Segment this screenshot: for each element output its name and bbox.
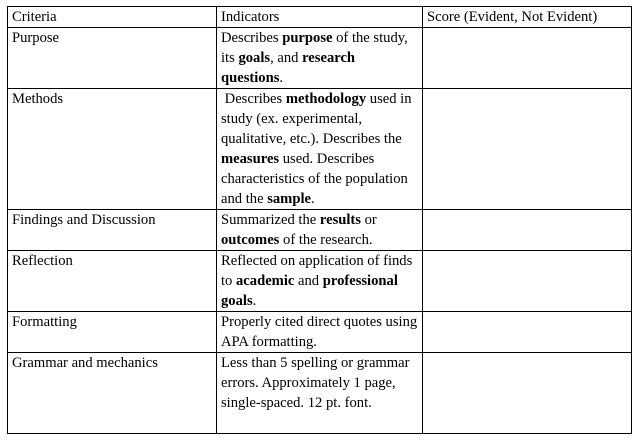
- table-row-grammar: [8, 353, 632, 434]
- header-row: [8, 7, 632, 28]
- score-cell: [423, 312, 632, 353]
- table-row-methods: [8, 89, 632, 210]
- header-criteria: Criteria: [8, 7, 217, 28]
- criteria-cell: Formatting: [8, 312, 217, 353]
- table-row-formatting: [8, 312, 632, 353]
- score-cell: [423, 89, 632, 210]
- header-score: Score (Evident, Not Evident): [423, 7, 632, 28]
- score-cell: [423, 251, 632, 312]
- indicator-cell: Properly cited direct quotes using APA formatting.: [217, 312, 423, 353]
- table-row-purpose: [8, 28, 632, 89]
- indicator-cell: Describes methodology used in study (ex. experimental, qualitative, etc.). Describes the measures used. Describes characteristics of the population and the sample.: [217, 89, 423, 210]
- criteria-cell: Grammar and mechanics: [8, 353, 217, 434]
- indicator-cell: Reflected on application of finds to academic and professional goals.: [217, 251, 423, 312]
- table-row-findings: [8, 210, 632, 251]
- rubric-table: [7, 6, 632, 434]
- criteria-cell: Reflection: [8, 251, 217, 312]
- indicator-cell: Describes purpose of the study, its goals, and research questions.: [217, 28, 423, 89]
- score-cell: [423, 28, 632, 89]
- criteria-cell: Findings and Discussion: [8, 210, 217, 251]
- score-cell: [423, 210, 632, 251]
- indicator-cell: Less than 5 spelling or grammar errors. Approximately 1 page, single-spaced. 12 pt. font.: [217, 353, 423, 434]
- criteria-cell: Purpose: [8, 28, 217, 89]
- score-cell: [423, 353, 632, 434]
- criteria-cell: Methods: [8, 89, 217, 210]
- table-row-reflection: [8, 251, 632, 312]
- indicator-cell: Summarized the results or outcomes of the research.: [217, 210, 423, 251]
- header-indicators: Indicators: [217, 7, 423, 28]
